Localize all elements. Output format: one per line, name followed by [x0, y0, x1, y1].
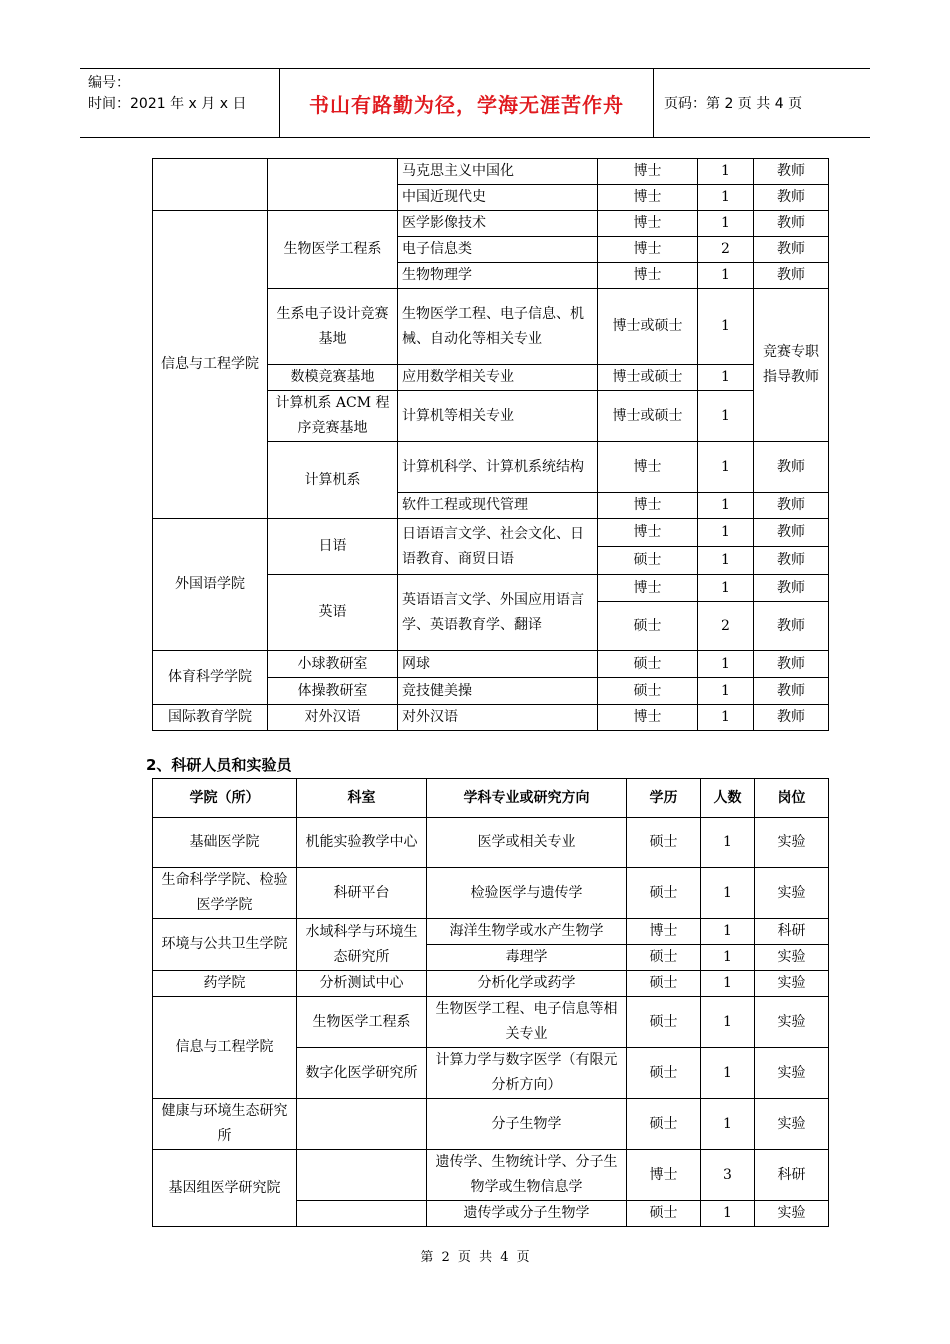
table-row [153, 519, 829, 547]
degree-cell: 硕士 [598, 602, 698, 651]
major-cell: 马克思主义中国化 [398, 159, 598, 185]
major-cell: 中国近现代史 [398, 185, 598, 211]
dept-cell: 小球教研室 [268, 651, 398, 678]
number-label: 编号： [88, 75, 130, 91]
header-meta [80, 69, 280, 137]
dept-cell [297, 1201, 427, 1227]
major-cell: 应用数学相关专业 [398, 365, 598, 391]
post-cell: 教师 [754, 237, 829, 263]
count-cell: 1 [701, 945, 755, 971]
degree-cell: 硕士 [627, 945, 701, 971]
dept-cell: 机能实验教学中心 [297, 818, 427, 868]
degree-cell: 硕士 [598, 651, 698, 678]
degree-cell: 硕士 [627, 868, 701, 919]
count-cell: 1 [698, 705, 754, 731]
count-cell: 1 [698, 651, 754, 678]
section-title: 2、科研人员和实验员 [146, 756, 292, 774]
footer-page-number: 2 [441, 1250, 450, 1265]
count-cell: 1 [698, 547, 754, 575]
table-row [153, 211, 829, 237]
dept-cell [297, 1150, 427, 1201]
dept-cell: 科研平台 [297, 868, 427, 919]
degree-cell: 硕士 [598, 547, 698, 575]
count-cell: 1 [698, 185, 754, 211]
degree-cell: 硕士 [627, 818, 701, 868]
post-cell: 实验 [755, 818, 829, 868]
table-row [153, 651, 829, 678]
count-cell: 2 [698, 237, 754, 263]
column-header: 科室 [297, 779, 427, 818]
major-cell: 计算力学与数字医学（有限元分析方向） [427, 1048, 627, 1099]
count-cell: 1 [701, 971, 755, 997]
research-table [152, 778, 829, 1227]
count-cell: 1 [698, 211, 754, 237]
table-row [153, 818, 829, 868]
count-cell: 1 [701, 1201, 755, 1227]
major-cell: 海洋生物学或水产生物学 [427, 919, 627, 945]
degree-cell: 博士 [598, 705, 698, 731]
dept-cell: 日语 [268, 519, 398, 575]
degree-cell: 博士 [598, 159, 698, 185]
major-cell: 对外汉语 [398, 705, 598, 731]
post-cell: 实验 [755, 1201, 829, 1227]
count-cell: 2 [698, 602, 754, 651]
dept-cell: 计算机系 [268, 442, 398, 519]
major-cell: 日语语言文学、社会文化、日语教育、商贸日语 [398, 519, 598, 575]
dept-cell [268, 159, 398, 211]
count-cell: 1 [701, 868, 755, 919]
major-cell: 计算机科学、计算机系统结构 [398, 442, 598, 493]
time-label: 时间：2021 年 x 月 x 日 [88, 96, 247, 112]
dept-cell: 数模竞赛基地 [268, 365, 398, 391]
post-cell: 教师 [754, 211, 829, 237]
column-header: 人数 [701, 779, 755, 818]
college-cell [153, 159, 268, 211]
post-cell: 教师 [754, 678, 829, 705]
college-cell: 基础医学院 [153, 818, 297, 868]
degree-cell: 博士 [598, 493, 698, 519]
college-cell: 信息与工程学院 [153, 997, 297, 1099]
post-cell: 教师 [754, 442, 829, 493]
dept-cell: 数字化医学研究所 [297, 1048, 427, 1099]
dept-cell [297, 1099, 427, 1150]
table-row [153, 159, 829, 185]
table-header-row [153, 779, 829, 818]
degree-cell: 博士 [598, 237, 698, 263]
college-cell: 药学院 [153, 971, 297, 997]
count-cell: 1 [701, 818, 755, 868]
count-cell: 1 [698, 289, 754, 365]
post-cell: 实验 [755, 971, 829, 997]
major-cell: 医学影像技术 [398, 211, 598, 237]
degree-cell: 博士 [598, 442, 698, 493]
header-page-label: 页码：第 2 页 共 4 页 [664, 96, 803, 112]
college-cell: 国际教育学院 [153, 705, 268, 731]
major-cell: 遗传学、生物统计学、分子生物学或生物信息学 [427, 1150, 627, 1201]
degree-cell: 博士 [598, 263, 698, 289]
post-cell: 教师 [754, 263, 829, 289]
college-cell: 基因组医学研究院 [153, 1150, 297, 1227]
major-cell: 英语语言文学、外国应用语言学、英语教育学、翻译 [398, 575, 598, 651]
count-cell: 1 [698, 493, 754, 519]
degree-cell: 博士 [598, 185, 698, 211]
post-cell: 实验 [755, 945, 829, 971]
degree-cell: 博士 [598, 575, 698, 602]
dept-cell: 对外汉语 [268, 705, 398, 731]
post-cell: 教师 [754, 493, 829, 519]
footer-text: 页 [516, 1250, 530, 1265]
degree-cell: 博士 [627, 1150, 701, 1201]
column-header: 岗位 [755, 779, 829, 818]
table-row [153, 868, 829, 919]
count-cell: 1 [698, 442, 754, 493]
dept-cell: 计算机系 ACM 程序竞赛基地 [268, 391, 398, 442]
table-row [153, 1150, 829, 1201]
post-cell: 教师 [754, 547, 829, 575]
table-row [153, 971, 829, 997]
major-cell: 计算机等相关专业 [398, 391, 598, 442]
column-header: 学院（所） [153, 779, 297, 818]
post-cell: 教师 [754, 519, 829, 547]
page-header [80, 68, 870, 138]
count-cell: 1 [698, 678, 754, 705]
post-cell: 实验 [755, 1048, 829, 1099]
count-cell: 1 [698, 263, 754, 289]
post-cell: 实验 [755, 997, 829, 1048]
degree-cell: 博士 [598, 211, 698, 237]
dept-cell: 生系电子设计竞赛基地 [268, 289, 398, 365]
major-cell: 分析化学或药学 [427, 971, 627, 997]
college-cell: 生命科学学院、检验医学学院 [153, 868, 297, 919]
table-row [153, 919, 829, 945]
dept-cell: 分析测试中心 [297, 971, 427, 997]
post-cell: 科研 [755, 919, 829, 945]
post-cell: 实验 [755, 868, 829, 919]
post-cell: 教师 [754, 651, 829, 678]
post-cell: 科研 [755, 1150, 829, 1201]
degree-cell: 博士或硕士 [598, 365, 698, 391]
major-cell: 竞技健美操 [398, 678, 598, 705]
table-row [153, 705, 829, 731]
post-cell: 竞赛专职指导教师 [754, 289, 829, 442]
page-footer [0, 1246, 950, 1265]
count-cell: 1 [698, 391, 754, 442]
major-cell: 生物医学工程、电子信息、机械、自动化等相关专业 [398, 289, 598, 365]
major-cell: 医学或相关专业 [427, 818, 627, 868]
post-cell: 实验 [755, 1099, 829, 1150]
dept-cell: 英语 [268, 575, 398, 651]
footer-text: 共 [479, 1250, 493, 1265]
degree-cell: 硕士 [627, 971, 701, 997]
footer-text: 第 [420, 1250, 434, 1265]
post-cell: 教师 [754, 705, 829, 731]
column-header: 学历 [627, 779, 701, 818]
count-cell: 1 [698, 159, 754, 185]
degree-cell: 硕士 [627, 997, 701, 1048]
degree-cell: 硕士 [627, 1099, 701, 1150]
college-cell: 信息与工程学院 [153, 211, 268, 519]
count-cell: 1 [701, 997, 755, 1048]
table-row [153, 1099, 829, 1150]
dept-cell: 水域科学与环境生态研究所 [297, 919, 427, 971]
count-cell: 1 [698, 519, 754, 547]
count-cell: 1 [701, 1048, 755, 1099]
degree-cell: 博士 [627, 919, 701, 945]
degree-cell: 博士或硕士 [598, 391, 698, 442]
degree-cell: 博士 [598, 519, 698, 547]
dept-cell: 生物医学工程系 [297, 997, 427, 1048]
footer-text: 页 [457, 1250, 471, 1265]
major-cell: 生物物理学 [398, 263, 598, 289]
teacher-table [152, 158, 829, 731]
count-cell: 1 [698, 365, 754, 391]
major-cell: 网球 [398, 651, 598, 678]
major-cell: 毒理学 [427, 945, 627, 971]
count-cell: 1 [698, 575, 754, 602]
major-cell: 检验医学与遗传学 [427, 868, 627, 919]
count-cell: 1 [701, 919, 755, 945]
dept-cell: 体操教研室 [268, 678, 398, 705]
post-cell: 教师 [754, 602, 829, 651]
count-cell: 1 [701, 1099, 755, 1150]
major-cell: 电子信息类 [398, 237, 598, 263]
post-cell: 教师 [754, 159, 829, 185]
post-cell: 教师 [754, 575, 829, 602]
college-cell: 环境与公共卫生学院 [153, 919, 297, 971]
post-cell: 教师 [754, 185, 829, 211]
footer-total-pages: 4 [500, 1250, 509, 1265]
column-header: 学科专业或研究方向 [427, 779, 627, 818]
table-row [153, 997, 829, 1048]
dept-cell: 生物医学工程系 [268, 211, 398, 289]
degree-cell: 博士或硕士 [598, 289, 698, 365]
count-cell: 3 [701, 1150, 755, 1201]
degree-cell: 硕士 [598, 678, 698, 705]
major-cell: 软件工程或现代管理 [398, 493, 598, 519]
major-cell: 生物医学工程、电子信息等相关专业 [427, 997, 627, 1048]
header-motto: 书山有路勤为径，学海无涯苦作舟 [280, 69, 654, 137]
major-cell: 遗传学或分子生物学 [427, 1201, 627, 1227]
college-cell: 健康与环境生态研究所 [153, 1099, 297, 1150]
college-cell: 体育科学学院 [153, 651, 268, 705]
college-cell: 外国语学院 [153, 519, 268, 651]
degree-cell: 硕士 [627, 1048, 701, 1099]
degree-cell: 硕士 [627, 1201, 701, 1227]
major-cell: 分子生物学 [427, 1099, 627, 1150]
